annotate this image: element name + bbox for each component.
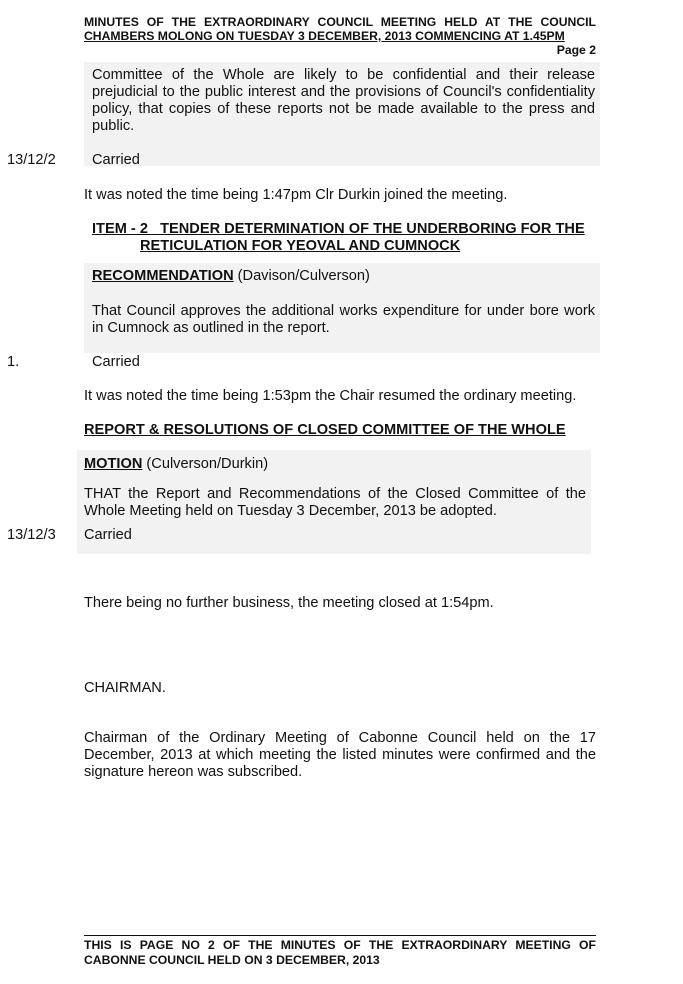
text-line: prejudicial to the public interest and the provisions of Council's confidentiality	[92, 84, 595, 100]
text-line: Committee of the Whole are likely to be confidential and their release	[92, 67, 595, 83]
text-line: signature hereon was subscribed.	[84, 764, 303, 780]
meeting-note-1: It was noted the time being 1:47pm Clr Durkin joined the meeting.	[84, 187, 508, 203]
page-footer	[84, 938, 596, 968]
text-line: THAT the Report and Recommendations of the Closed Committee of the	[84, 486, 586, 502]
resolution-number-1: 13/12/2	[7, 152, 56, 168]
recommendation-label: RECOMMENDATION	[92, 268, 234, 284]
chairman-signature-label: CHAIRMAN.	[84, 680, 166, 696]
text-line: public.	[92, 118, 135, 134]
footer-rule	[84, 935, 596, 936]
resolution-status-3: Carried	[84, 527, 132, 543]
header-title-line-1: MINUTES OF THE EXTRAORDINARY COUNCIL MEETING HELD AT THE COUNCIL	[84, 15, 596, 29]
meeting-note-2: It was noted the time being 1:53pm the Chair resumed the ordinary meeting.	[84, 388, 577, 404]
page-header	[84, 15, 596, 57]
motion-text	[84, 486, 586, 520]
header-title-line-2: CHAMBERS MOLONG ON TUESDAY 3 DECEMBER, 2013 COMMENCING AT 1.45PM	[84, 29, 565, 43]
page-number: Page 2	[556, 43, 596, 57]
text-line: Chairman of the Ordinary Meeting of Cabonne Council held on the 17	[84, 730, 596, 746]
item-heading-line-2: RETICULATION FOR YEOVAL AND CUMNOCK	[140, 238, 461, 254]
resolution-status-1: Carried	[92, 152, 140, 168]
text-line: policy, that copies of these reports not be made available to the press and	[92, 101, 595, 117]
item-heading-line-1: ITEM - 2 TENDER DETERMINATION OF THE UNDERBORING FOR THE	[92, 221, 585, 237]
recommendation-movers: (Davison/Culverson)	[233, 268, 370, 284]
text-line: in Cumnock as outlined in the report.	[92, 320, 330, 336]
closed-committee-heading: REPORT & RESOLUTIONS OF CLOSED COMMITTEE OF THE WHOLE	[84, 422, 566, 438]
recommendation-text	[92, 303, 595, 337]
resolution-text-1	[92, 67, 595, 135]
resolution-status-2: Carried	[92, 354, 140, 370]
recommendation-header	[92, 268, 370, 285]
item-2-heading	[92, 221, 595, 255]
motion-label: MOTION	[84, 456, 143, 472]
text-line: That Council approves the additional works expenditure for under bore work	[92, 303, 595, 319]
text-line: Whole Meeting held on Tuesday 3 December, 2013 be adopted.	[84, 503, 497, 519]
closing-statement: There being no further business, the meeting closed at 1:54pm.	[84, 595, 494, 611]
motion-header	[84, 456, 268, 473]
footer-line-2: CABONNE COUNCIL HELD ON 3 DECEMBER, 2013	[84, 953, 380, 967]
confirmation-statement	[84, 730, 596, 781]
text-line: December, 2013 at which meeting the listed minutes were confirmed and the	[84, 747, 596, 763]
resolution-number-3: 13/12/3	[7, 527, 56, 543]
resolution-number-2: 1.	[7, 354, 20, 370]
motion-movers: (Culverson/Durkin)	[142, 456, 269, 472]
footer-line-1: THIS IS PAGE NO 2 OF THE MINUTES OF THE EXTRAORDINARY MEETING OF	[84, 938, 596, 952]
